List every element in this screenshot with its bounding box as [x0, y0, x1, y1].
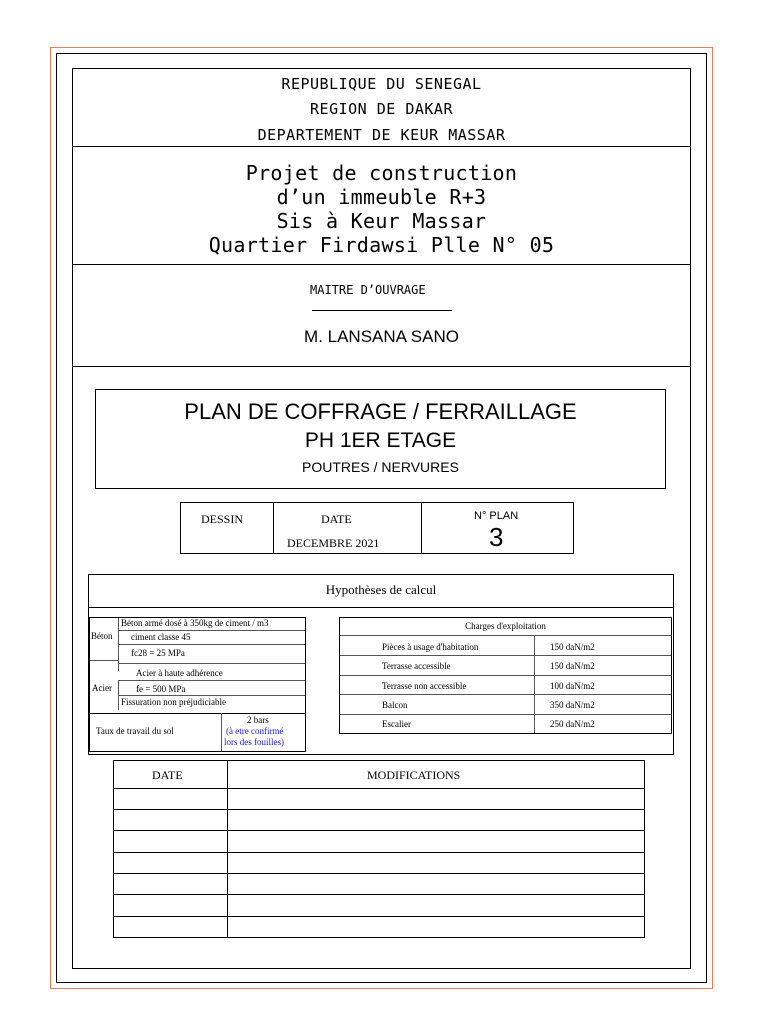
header-republic: REPUBLIQUE DU SENEGAL: [281, 75, 482, 93]
header-region: REGION DE DAKAR: [310, 100, 453, 118]
materials-row-divider: [90, 713, 305, 714]
charge-value: 350 daN/m2: [550, 700, 595, 710]
charges-row-divider: [340, 675, 671, 676]
charge-label: Terrasse non accessible: [382, 681, 467, 691]
modifications-row: [114, 830, 644, 831]
plan-number-value: 3: [489, 522, 504, 552]
beton-item: ciment classe 45: [131, 632, 191, 642]
charges-row-divider: [340, 635, 671, 636]
charge-label: Terrasse accessible: [382, 661, 451, 671]
owner-name: M. LANSANA SANO: [304, 327, 459, 346]
modifications-row: [114, 916, 644, 917]
date-value: DECEMBRE 2021: [287, 536, 380, 550]
materials-row-divider: [90, 660, 118, 661]
plan-number-label: N° PLAN: [474, 510, 519, 522]
acier-item: Fissuration non préjudiciable: [121, 697, 226, 707]
owner-label: MAITRE D’OUVRAGE: [310, 283, 426, 297]
materials-row-divider: [118, 695, 305, 696]
modifications-row: [114, 873, 644, 874]
hypotheses-title: Hypothèses de calcul: [325, 582, 437, 597]
header-divider: [72, 146, 691, 147]
charge-value: 250 daN/m2: [550, 719, 595, 729]
acier-label: Acier: [92, 683, 112, 693]
owner-divider: [72, 366, 691, 367]
modifications-row: [114, 852, 644, 853]
charges-row-divider: [340, 694, 671, 695]
beton-header: Béton armé dosé à 350kg de ciment / m3: [121, 618, 269, 628]
sol-note: lors des fouilles): [224, 737, 284, 747]
beton-label: Béton: [91, 631, 113, 641]
drawing-info-separator: [273, 503, 274, 553]
acier-item: fe = 500 MPa: [136, 684, 186, 694]
modifications-header: MODIFICATIONS: [367, 768, 461, 782]
sol-label: Taux de travail du sol: [96, 726, 174, 736]
plan-subtitle: PH 1ER ETAGE: [304, 429, 457, 452]
project-divider: [72, 264, 691, 265]
project-line-4: Quartier Firdawsi Plle N° 05: [208, 233, 555, 257]
charges-title: Charges d'exploitation: [465, 621, 546, 631]
modifications-table: [113, 760, 645, 938]
sol-value: 2 bars: [247, 715, 269, 725]
charge-value: 100 daN/m2: [550, 681, 595, 691]
charge-value: 150 daN/m2: [550, 661, 595, 671]
charge-label: Balcon: [382, 700, 408, 710]
materials-table: [89, 617, 306, 752]
plan-title: PLAN DE COFFRAGE / FERRAILLAGE: [184, 399, 577, 424]
modifications-row: [114, 894, 644, 895]
plan-title-box: [95, 389, 666, 489]
charge-value: 150 daN/m2: [550, 642, 595, 652]
drawing-info-box: [180, 502, 574, 554]
header-department: DEPARTEMENT DE KEUR MASSAR: [257, 126, 506, 144]
hypotheses-divider: [89, 607, 673, 608]
plan-detail: POUTRES / NERVURES: [302, 459, 459, 475]
project-line-2: d’un immeuble R+3: [276, 185, 487, 209]
date-label: DATE: [321, 512, 352, 526]
charges-row-divider: [340, 655, 671, 656]
materials-col-divider: [221, 713, 222, 751]
project-line-3: Sis à Keur Massar: [276, 209, 487, 233]
materials-row-divider: [118, 644, 305, 645]
charges-row-divider: [340, 714, 671, 715]
materials-row-divider: [118, 680, 305, 681]
beton-item: fc28 = 25 MPa: [131, 648, 185, 658]
charges-col-divider: [534, 635, 535, 733]
dessin-label: DESSIN: [201, 512, 244, 526]
drawing-info-separator: [421, 503, 422, 553]
charge-label: Escalier: [382, 719, 411, 729]
charges-table: [339, 617, 672, 734]
project-line-1: Projet de construction: [245, 161, 518, 185]
modifications-row: [114, 809, 644, 810]
sol-note: (à etre confirmé: [226, 726, 284, 736]
charge-label: Pièces à usage d'habitation: [382, 642, 479, 652]
acier-item: Acier à haute adhérence: [136, 668, 223, 678]
modifications-row: [114, 788, 644, 789]
owner-label-underline: [312, 310, 452, 311]
materials-row-divider: [118, 663, 305, 664]
modifications-date-header: DATE: [152, 768, 183, 782]
materials-row-divider: [118, 630, 305, 631]
